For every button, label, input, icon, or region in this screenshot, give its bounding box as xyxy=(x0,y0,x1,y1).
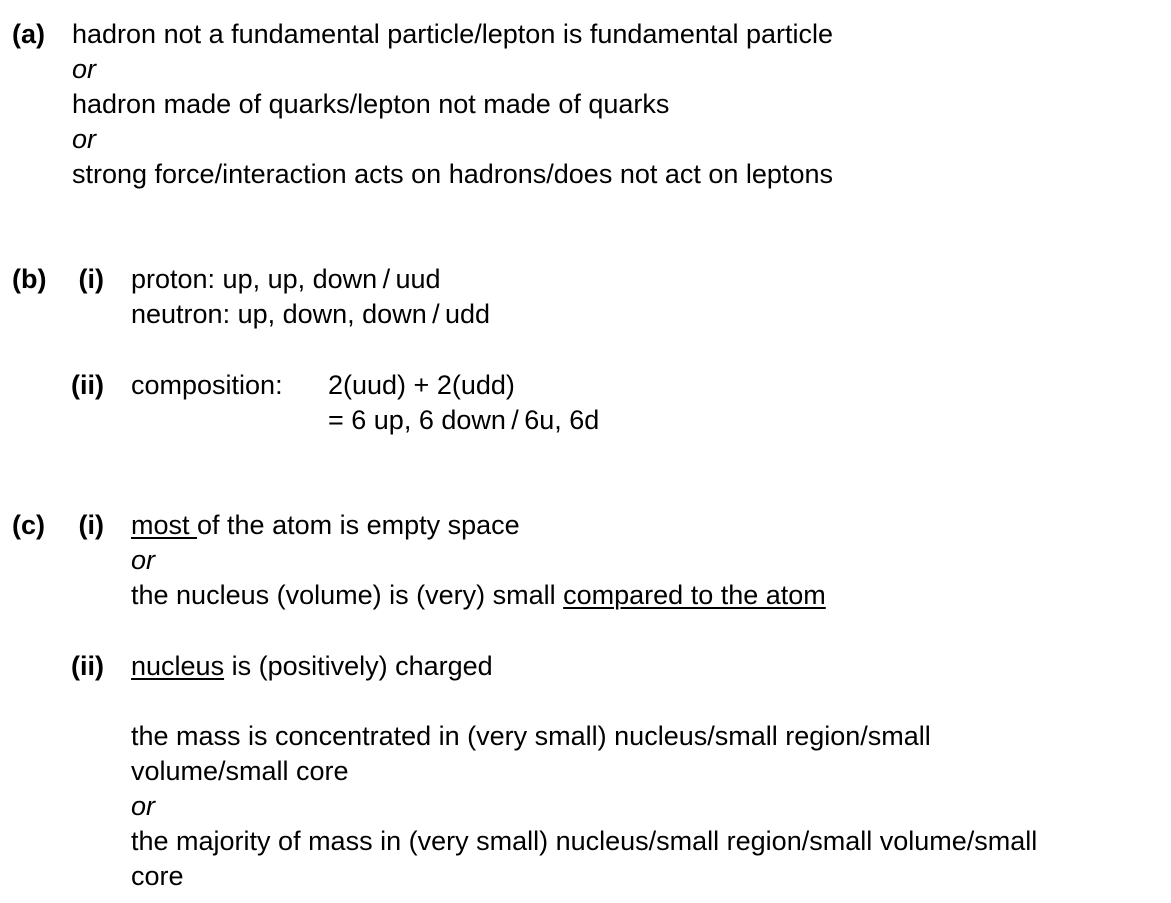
part-c-i-line-1-rest: of the atom is empty space xyxy=(197,510,520,540)
part-c-ii-mass-2: the majority of mass in (very small) nucleus/small region/small volume/small xyxy=(131,826,1038,856)
part-a-line-3: strong force/interaction acts on hadrons/does not act on leptons xyxy=(72,159,833,189)
part-b-label: (b) xyxy=(12,264,47,294)
part-c-ii-or: or xyxy=(131,791,156,821)
part-a-line-2: hadron made of quarks/lepton not made of quarks xyxy=(72,89,670,119)
part-a-or-1: or xyxy=(72,54,97,84)
part-c-i-line-3 xyxy=(131,579,826,611)
part-b-i-proton: proton: up, up, down / uud xyxy=(131,264,441,294)
part-c-ii-mass-2b: core xyxy=(131,861,184,891)
part-c-ii-line-1 xyxy=(131,650,493,682)
part-c-i-line-3-pre: the nucleus (volume) is (very) small xyxy=(131,580,564,610)
part-c-ii-underlined-nucleus: nucleus xyxy=(131,651,225,681)
part-c-label: (c) xyxy=(12,510,45,540)
part-b-ii-composition-label: composition: xyxy=(131,370,283,400)
part-b-ii-equation-2: = 6 up, 6 down / 6u, 6d xyxy=(328,405,600,435)
part-b-ii-equation-1: 2(uud) + 2(udd) xyxy=(328,370,515,400)
part-c-ii-mass-1b: volume/small core xyxy=(131,756,349,786)
part-c-ii-line-1-rest: is (positively) charged xyxy=(224,651,493,681)
part-c-ii-mass-1: the mass is concentrated in (very small) nucleus/small region/small xyxy=(131,721,931,751)
part-b-ii-label: (ii) xyxy=(71,370,104,400)
part-c-i-underlined-most: most xyxy=(131,510,198,540)
part-c-i-underlined-compared: compared to the atom xyxy=(563,580,826,610)
part-c-i-line-1 xyxy=(131,509,520,541)
part-c-i-label: (i) xyxy=(78,510,104,540)
part-a-label: (a) xyxy=(12,19,45,49)
part-b-i-label: (i) xyxy=(78,264,104,294)
part-c-i-or: or xyxy=(131,545,156,575)
part-c-ii-label: (ii) xyxy=(71,651,104,681)
part-a-line-1: hadron not a fundamental particle/lepton is fundamental particle xyxy=(72,19,833,49)
part-a-or-2: or xyxy=(72,124,97,154)
part-b-i-neutron: neutron: up, down, down / udd xyxy=(131,299,491,329)
